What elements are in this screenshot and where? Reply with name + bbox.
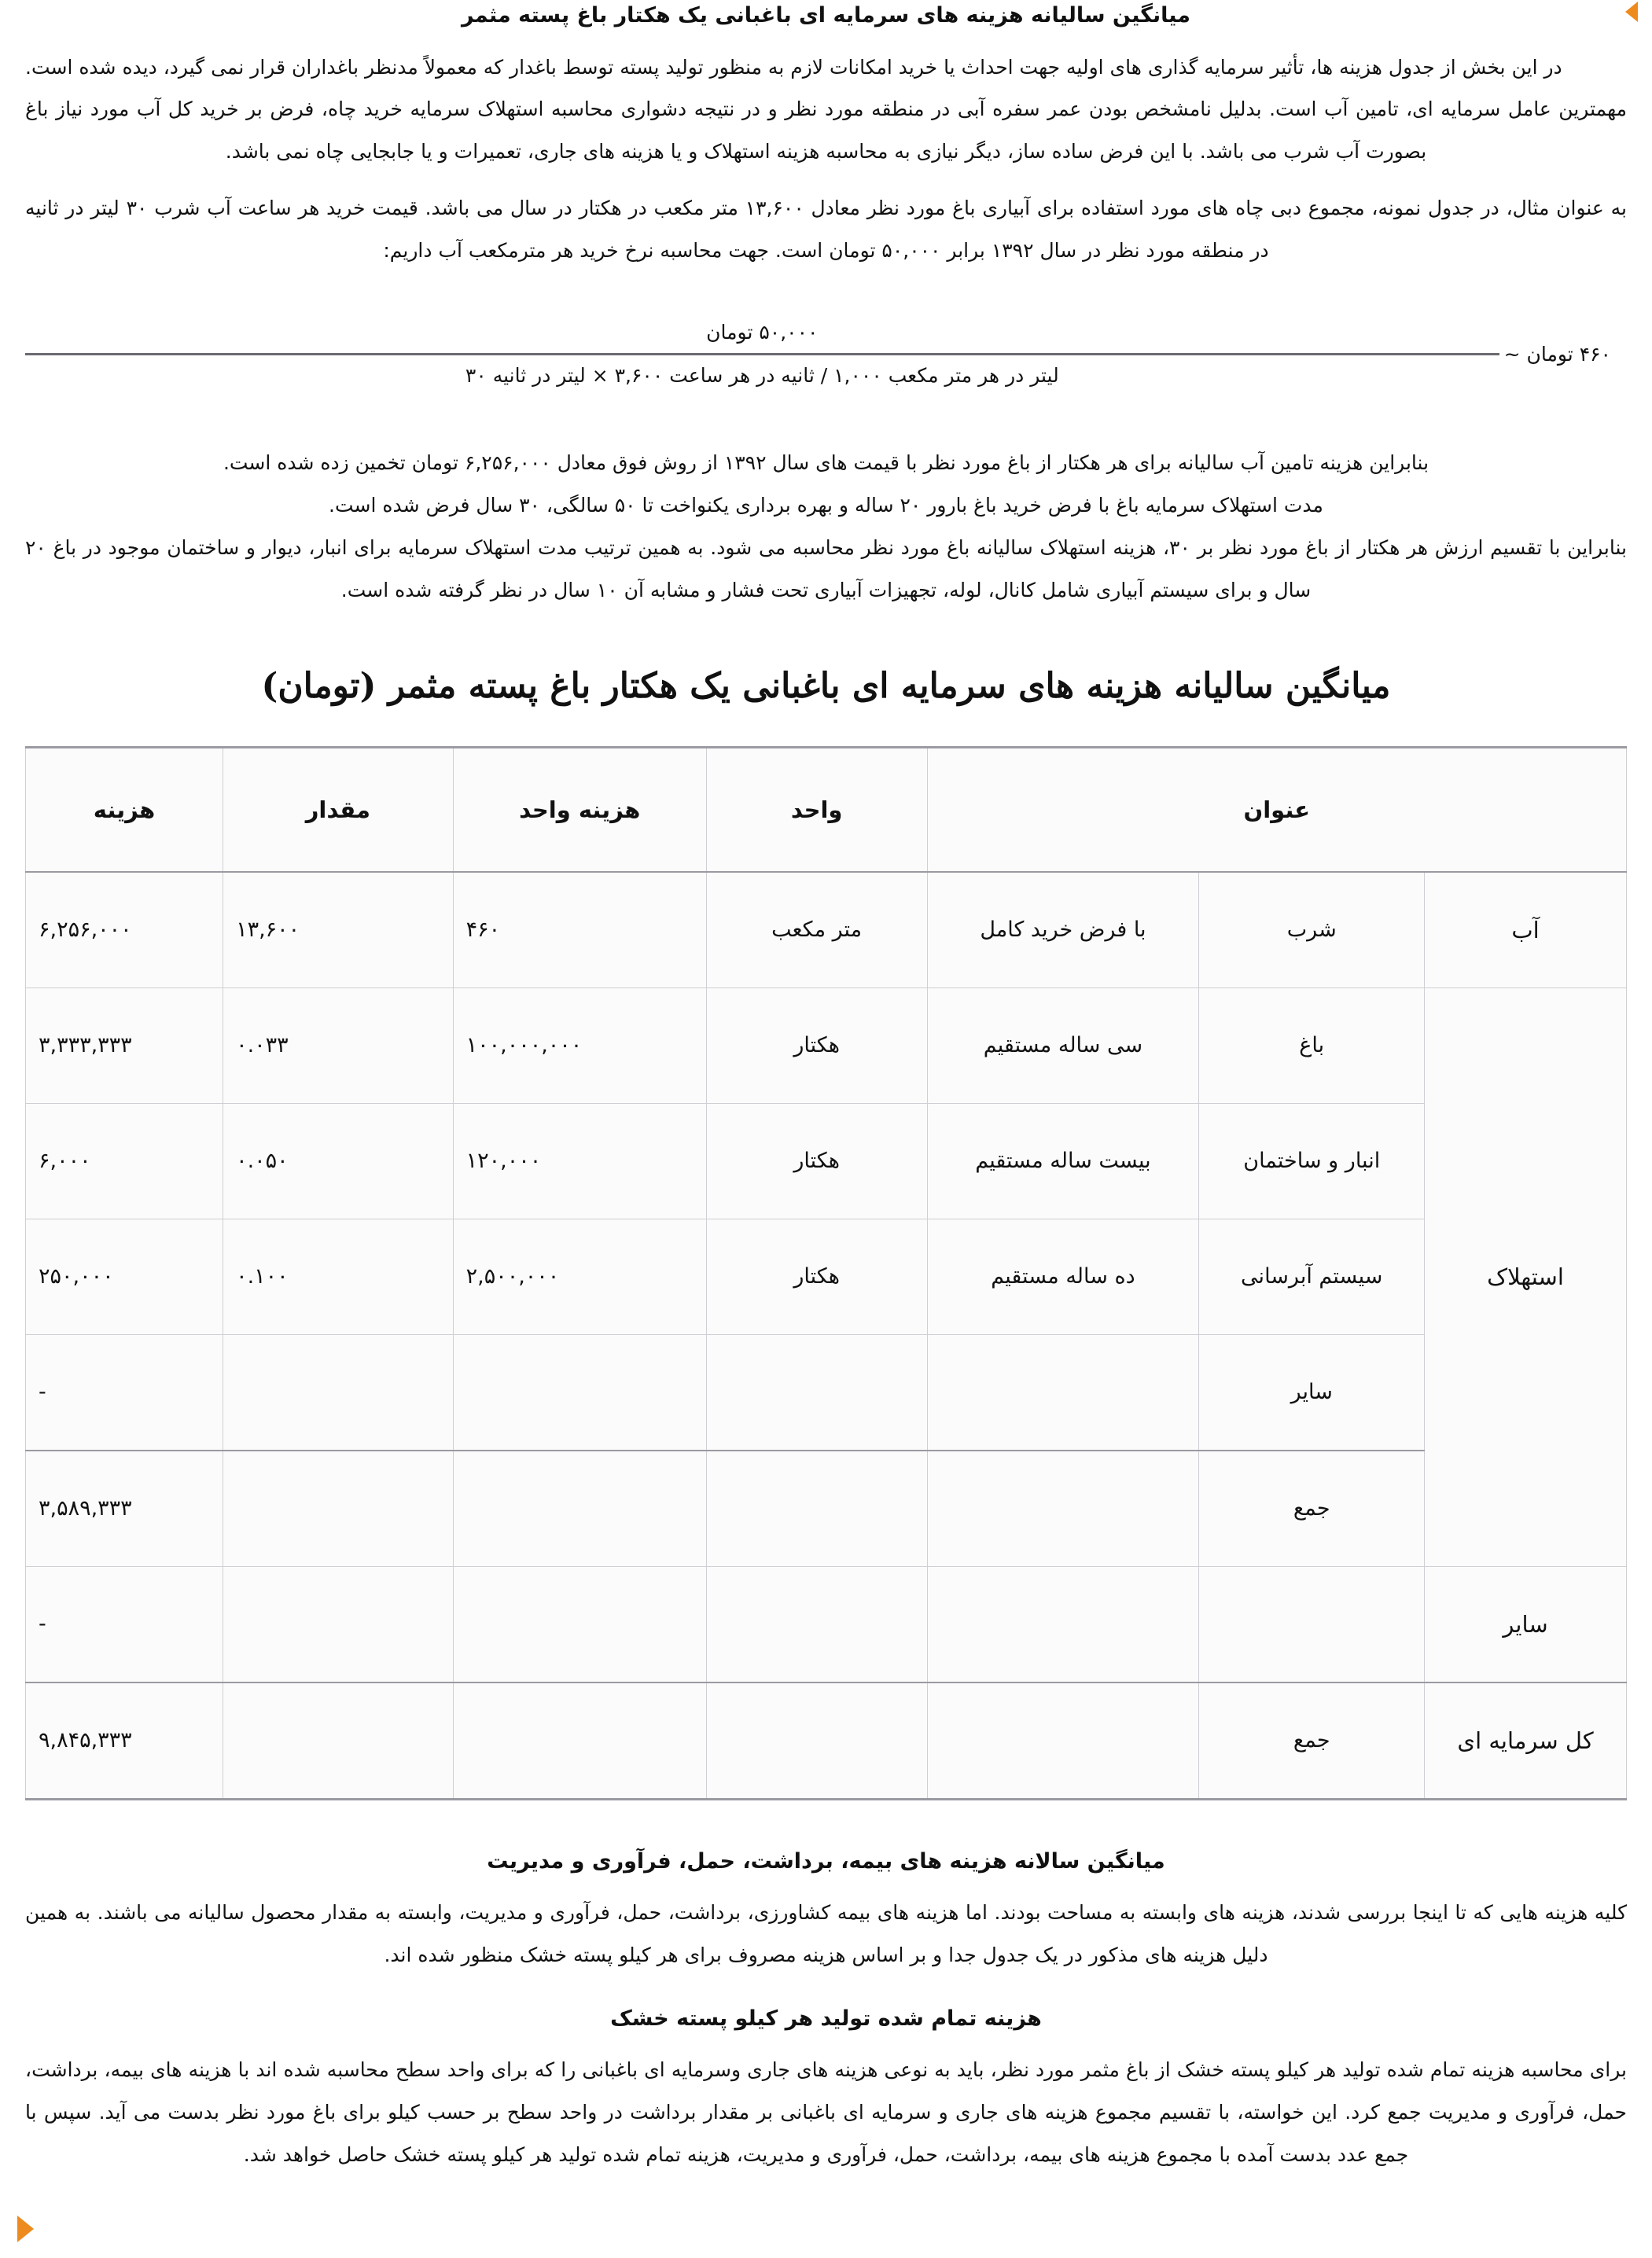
column-header-quantity: مقدار: [223, 747, 454, 872]
section1-paragraph-3: به عنوان مثال، در جدول نمونه، مجموع دبی چاه های مورد استفاده برای آبیاری باغ مورد نظر معادل ۱۳,۶۰۰ متر مکعب در هکتار در سال می باشد. قیمت خرید هر ساعت آب شرب ۳۰ لیتر در ثانیه در منطقه مورد نظر در سال ۱۳۹۲ برابر ۵۰,۰۰۰ تومان است. جهت محاسبه نرخ خرید هر مترمکعب آب داریم:: [25, 196, 1627, 262]
cell-quantity: ۰.۰۵۰: [223, 1103, 454, 1219]
cell-subgroup: باغ: [1199, 987, 1425, 1103]
section2-paragraph-3: بنابراین با تقسیم ارزش هر هکتار از باغ مورد نظر بر ۳۰، هزینه استهلاک سالیانه باغ مورد نظر محاسبه می شود. به همین ترتیب مدت استهلاک سرمایه برای انبار، دیوار و ساختمان موجود در باغ ۲۰ سال و برای سیستم آبیاری شامل کانال، لوله، تجهیزات آبیاری تحت فشار و مشابه آن ۱۰ سال در نظر گرفته شده است.: [25, 535, 1627, 601]
cell-subgroup: جمع: [1199, 1451, 1425, 1567]
table-header-row: [26, 747, 1627, 872]
table-row: [26, 1682, 1627, 1800]
cell-quantity: [223, 1682, 454, 1800]
cell-group: کل سرمایه ای: [1425, 1682, 1627, 1800]
spacer: [25, 1800, 1627, 1846]
section1-paragraph-1: در این بخش از جدول هزینه ها، تأثیر سرمایه گذاری های اولیه جهت احداث یا خرید امکانات لازم به منظور تولید پسته توسط باغدار که معمولاً مدنظر باغداران قرار نمی گیرد، دیده شده است.: [25, 55, 1562, 79]
cell-group: سایر: [1425, 1566, 1627, 1682]
cell-cost: ۲۵۰,۰۰۰: [26, 1219, 223, 1334]
cell-cost: ۶,۲۵۶,۰۰۰: [26, 872, 223, 988]
column-header-unit-cost: هزینه واحد: [453, 747, 706, 872]
capital-cost-table: [25, 746, 1627, 1800]
column-header-title: عنوان: [927, 747, 1627, 872]
cell-unit: متر مکعب: [706, 872, 927, 988]
formula-denominator: لیتر در هر متر مکعب ۱,۰۰۰ / ثانیه در هر ساعت ۳,۶۰۰ × لیتر در ثانیه ۳۰: [465, 364, 1059, 388]
cell-subgroup: جمع: [1199, 1682, 1425, 1800]
section1-heading-row: [25, 0, 1627, 32]
section4-heading: هزینه تمام شده تولید هر کیلو پسته خشک: [610, 2006, 1042, 2031]
cell-unit: [706, 1334, 927, 1451]
cell-subgroup: سایر: [1199, 1334, 1425, 1451]
table-row: [26, 1334, 1627, 1451]
table-row: [26, 872, 1627, 988]
cell-quantity: ۱۳,۶۰۰: [223, 872, 454, 988]
cell-subgroup: شرب: [1199, 872, 1425, 988]
table-body: [26, 872, 1627, 1800]
section2-paragraph-2: مدت استهلاک سرمایه باغ با فرض خرید باغ بارور ۲۰ ساله و بهره برداری یکنواخت تا ۵۰ سالگی، ۳۰ سال فرض شده است.: [329, 494, 1323, 517]
cell-unit-cost: [453, 1451, 706, 1567]
cell-title: [927, 1566, 1199, 1682]
section1-paragraph-2: مهمترین عامل سرمایه ای، تامین آب است. بدلیل نامشخص بودن عمر سفره آبی در منطقه مورد نظر و در نتیجه دشواری محاسبه استهلاک سرمایه خرید چاه، فرض بر خرید کل آب مورد نیاز باغ بصورت آب شرب می باشد. با این فرض ساده ساز، دیگر نیازی به محاسبه هزینه استهلاک و یا هزینه های جاری، تعمیرات و یا جابجایی چاه نمی باشد.: [25, 97, 1627, 163]
cell-unit-cost: ۱۰۰,۰۰۰,۰۰۰: [453, 987, 706, 1103]
cell-unit-cost: ۲,۵۰۰,۰۰۰: [453, 1219, 706, 1334]
cell-unit-cost: [453, 1566, 706, 1682]
cell-quantity: [223, 1334, 454, 1451]
spacer: [25, 32, 1627, 46]
spacer: [25, 415, 1627, 442]
cell-title: با فرض خرید کامل: [927, 872, 1199, 988]
cell-unit: [706, 1682, 927, 1800]
cell-unit-cost: ۴۶۰: [453, 872, 706, 988]
cell-unit-cost: [453, 1334, 706, 1451]
table-row: [26, 1566, 1627, 1682]
cell-unit: [706, 1451, 927, 1567]
cell-cost: ۳,۵۸۹,۳۳۳: [26, 1451, 223, 1567]
cell-unit: هکتار: [706, 1103, 927, 1219]
section3-heading: میانگین سالانه هزینه های بیمه، برداشت، حمل، فرآوری و مدیریت: [487, 1848, 1165, 1874]
cell-subgroup: [1199, 1566, 1425, 1682]
cell-title: [927, 1334, 1199, 1451]
table-row: [26, 1219, 1627, 1334]
cell-cost: ۶,۰۰۰: [26, 1103, 223, 1219]
cell-title: [927, 1682, 1199, 1800]
cell-unit: هکتار: [706, 987, 927, 1103]
column-header-unit: واحد: [706, 747, 927, 872]
cell-cost: ۳,۳۳۳,۳۳۳: [26, 987, 223, 1103]
cell-quantity: [223, 1451, 454, 1567]
cell-quantity: ۰.۱۰۰: [223, 1219, 454, 1334]
spacer: [25, 173, 1627, 187]
cell-unit-cost: ۱۲۰,۰۰۰: [453, 1103, 706, 1219]
section1-heading: میانگین سالیانه هزینه های سرمایه ای باغبانی یک هکتار باغ پسته مثمر: [462, 3, 1190, 28]
table-header: [26, 747, 1627, 872]
water-price-formula: [25, 312, 1627, 396]
cell-title: [927, 1451, 1199, 1567]
formula-fraction: [25, 312, 1499, 396]
cell-cost: -: [26, 1566, 223, 1682]
page-end-triangle-icon: [17, 2216, 34, 2242]
column-header-cost: هزینه: [26, 747, 223, 872]
cell-quantity: [223, 1566, 454, 1682]
cell-group: استهلاک: [1425, 987, 1627, 1566]
cell-quantity: ۰.۰۳۳: [223, 987, 454, 1103]
cell-title: بیست ساله مستقیم: [927, 1103, 1199, 1219]
spacer: [25, 1977, 1627, 2003]
section4-paragraph-1: برای محاسبه هزینه تمام شده تولید هر کیلو پسته خشک از باغ مثمر مورد نظر، باید به نوعی هزینه های جاری وسرمایه ای باغبانی را که برای واحد سطح محاسبه شده اند با هزینه های بیمه، برداشت، حمل، فرآوری و مدیریت جمع کرد. این خواسته، با تقسیم مجموع هزینه های جاری و سرمایه ای باغبانی بر مقدار برداشت در واحد سطح بر حسب کیلو برای باغ مورد نظر بدست می آید. سپس با جمع عدد بدست آمده با مجموع هزینه های بیمه، برداشت، حمل، فرآوری و مدیریت، هزینه تمام شده تولید هر کیلو پسته خشک حاصل خواهد شد.: [25, 2058, 1627, 2166]
cell-unit: هکتار: [706, 1219, 927, 1334]
section3-paragraph-1: کلیه هزینه هایی که تا اینجا بررسی شدند، هزینه های وابسته به مساحت بودند. اما هزینه های بیمه کشاورزی، برداشت، حمل، فرآوری و مدیریت، وابسته به مقدار محصول سالیانه می باشند. به همین دلیل هزینه های مذکور در یک جدول جدا و بر اساس هزینه مصروف برای هر کیلو پسته خشک منظور شده اند.: [25, 1901, 1627, 1966]
cell-cost: -: [26, 1334, 223, 1451]
cell-title: سی ساله مستقیم: [927, 987, 1199, 1103]
table-row: [26, 1451, 1627, 1567]
section2-paragraph-1: بنابراین هزینه تامین آب سالیانه برای هر هکتار از باغ مورد نظر با قیمت های سال ۱۳۹۲ از روش فوق معادل ۶,۲۵۶,۰۰۰ تومان تخمین زده شده است.: [223, 451, 1429, 475]
cell-title: ده ساله مستقیم: [927, 1219, 1199, 1334]
formula-numerator: ۵۰,۰۰۰ تومان: [706, 321, 819, 344]
formula-result: ۴۶۰ تومان ~: [1503, 343, 1611, 366]
bullet-triangle-icon: [1625, 2, 1638, 22]
spacer: [25, 1877, 1627, 1892]
table-title: میانگین سالیانه هزینه های سرمایه ای باغبانی یک هکتار باغ پسته مثمر (تومان): [261, 666, 1391, 707]
cell-cost: ۹,۸۴۵,۳۳۳: [26, 1682, 223, 1800]
table-row: [26, 1103, 1627, 1219]
spacer: [25, 2035, 1627, 2049]
cell-subgroup: انبار و ساختمان: [1199, 1103, 1425, 1219]
cell-subgroup: سیستم آبرسانی: [1199, 1219, 1425, 1334]
cell-group: آب: [1425, 872, 1627, 988]
cell-unit-cost: [453, 1682, 706, 1800]
table-row: [26, 987, 1627, 1103]
cell-unit: [706, 1566, 927, 1682]
